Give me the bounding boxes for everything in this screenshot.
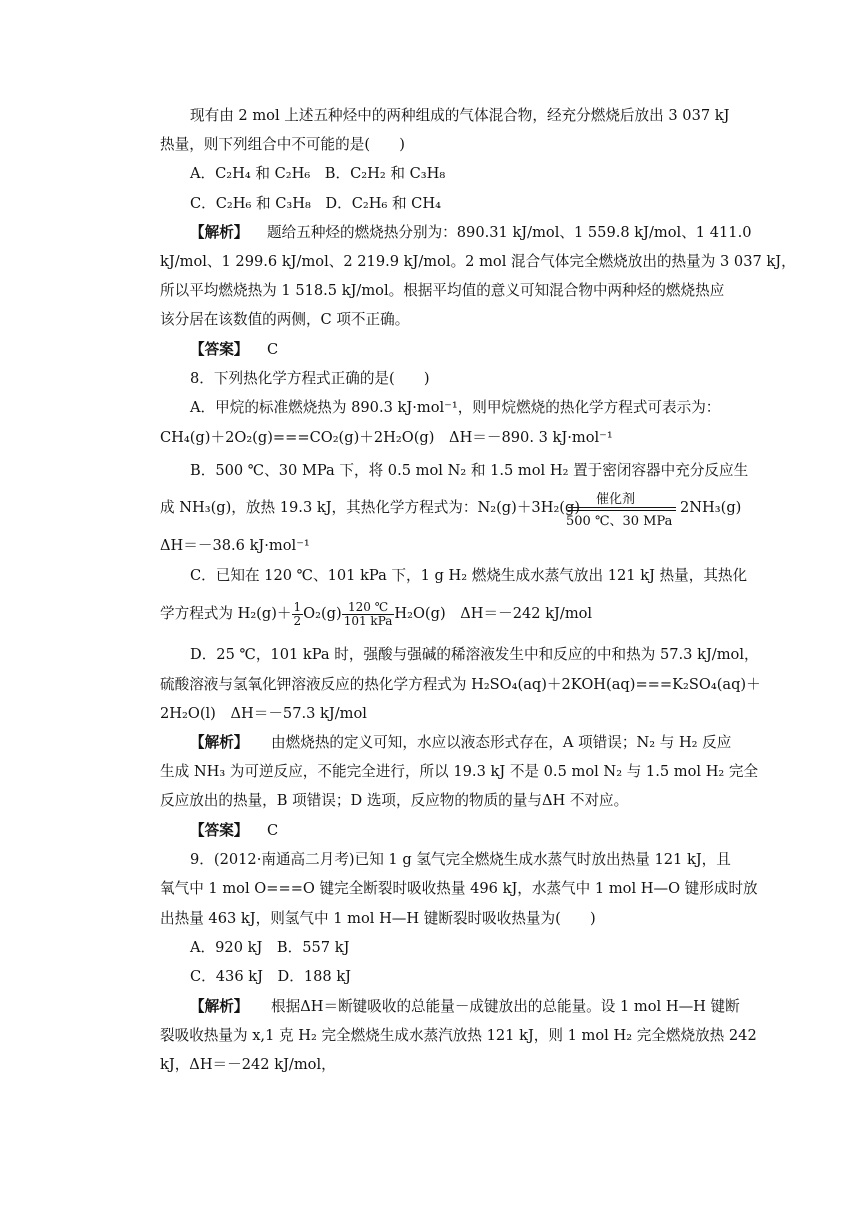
q7-stem-line2: 热量，则下列组合中不可能的是( ) <box>160 136 405 153</box>
answer-label: 【答案】 <box>190 822 249 839</box>
q8-analysis-line3: 反应放出的热量，B 项错误；D 选项，反应物的物质的量与ΔH 不对应。 <box>160 792 629 809</box>
q8-option-c-line1: C．已知在 120 ℃、101 kPa 下，1 g H₂ 燃烧生成水蒸气放出 121 kJ 热量，其热化 <box>190 567 748 584</box>
q7-analysis-line1: 【解析】 题给五种烃的燃烧热分别为：890.31 kJ/mol、1 559.8 kJ/mol、1 411.0 <box>190 224 752 241</box>
q7-analysis-line3: 所以平均燃烧热为 1 518.5 kJ/mol。根据平均值的意义可知混合物中两种烃的燃烧热应 <box>160 282 725 299</box>
analysis-label: 【解析】 <box>190 998 249 1015</box>
analysis-label: 【解析】 <box>190 734 249 751</box>
q8-option-d-line2: 硫酸溶液与氢氧化钾溶液反应的热化学方程式为 H₂SO₄(aq)＋2KOH(aq)===K₂SO₄(aq)＋ <box>160 676 761 693</box>
q8-option-b-deltaH: ΔH＝－38.6 kJ·mol⁻¹ <box>160 537 310 554</box>
q7-stem-line1: 现有由 2 mol 上述五种烃中的两种组成的气体混合物，经充分燃烧后放出 3 037 kJ <box>190 107 730 124</box>
q8-answer: 【答案】 C <box>190 822 279 839</box>
q8-option-b-equation-left: 成 NH₃(g)，放热 19.3 kJ，其热化学方程式为：N₂(g)＋3H₂(g) <box>160 499 581 516</box>
q7-answer: 【答案】 C <box>190 341 279 358</box>
q9-analysis-line3: kJ，ΔH＝－242 kJ/mol， <box>160 1056 336 1073</box>
q8-analysis-line2: 生成 NH₃ 为可逆反应，不能完全进行，所以 19.3 kJ 不是 0.5 mol N₂ 与 1.5 mol H₂ 完全 <box>160 763 759 780</box>
q8-option-b-line1: B．500 ℃、30 MPa 下，将 0.5 mol N₂ 和 1.5 mol H₂ 置于密闭容器中充分反应生 <box>190 462 749 479</box>
q8-option-a-line1: A．甲烷的标准燃烧热为 890.3 kJ·mol⁻¹，则甲烷燃烧的热化学方程式可表示为： <box>190 399 721 416</box>
q9-analysis-line1: 【解析】 根据ΔH＝断键吸收的总能量－成键放出的总能量。设 1 mol H—H 键断 <box>190 998 740 1015</box>
q9-stem-line1: 9．(2012·南通高二月考)已知 1 g 氢气完全燃烧生成水蒸气时放出热量 121 kJ，且 <box>190 851 731 868</box>
q7-analysis-line2: kJ/mol、1 299.6 kJ/mol、2 219.9 kJ/mol。2 mol 混合气体完全燃烧放出的热量为 3 037 kJ， <box>160 253 796 270</box>
q8-option-d-line1: D．25 ℃，101 kPa 时，强酸与强碱的稀溶液发生中和反应的中和热为 57.3 kJ/mol， <box>190 646 759 663</box>
q9-stem-line3: 出热量 463 kJ，则氢气中 1 mol H—H 键断裂时吸收热量为( ) <box>160 910 596 927</box>
q9-options-ab: A．920 kJ B．557 kJ <box>190 939 350 956</box>
fraction-one-half: $\frac{1}{2}$ <box>293 599 302 628</box>
q8-option-b-equation-right: 2NH₃(g) <box>680 499 742 516</box>
q8-b-conditions: 500 ℃、30 MPa <box>566 514 673 529</box>
q7-options-cd: C．C₂H₆ 和 C₃H₈ D．C₂H₆ 和 CH₄ <box>190 195 441 212</box>
q9-options-cd: C．436 kJ D．188 kJ <box>190 968 352 985</box>
q8-option-d-line3: 2H₂O(l) ΔH＝－57.3 kJ/mol <box>160 705 367 722</box>
q8-analysis-line1: 【解析】 由燃烧热的定义可知，水应以液态形式存在，A 项错误；N₂ 与 H₂ 反应 <box>190 734 732 751</box>
q8-b-reversible-arrow <box>568 507 676 508</box>
q8-option-a-equation: CH₄(g)＋2O₂(g)===CO₂(g)＋2H₂O(g) ΔH＝－890. 3 kJ·mol⁻¹ <box>160 429 613 446</box>
q9-stem-line2: 氧气中 1 mol O===O 键完全断裂时吸收热量 496 kJ，水蒸气中 1 mol H—O 键形成时放 <box>160 880 758 897</box>
q8-option-c-equation: 学方程式为 H₂(g)＋ $\frac{1}{2}$ O₂(g) 120 ℃ 101 kPa H₂O(g) ΔH＝－242 kJ/mol <box>160 599 593 628</box>
q8-stem: 8．下列热化学方程式正确的是( ) <box>190 370 430 387</box>
q7-analysis-line4: 该分居在该数值的两侧，C 项不正确。 <box>160 311 410 328</box>
q9-analysis-line2: 裂吸收热量为 x,1 克 H₂ 完全燃烧生成水蒸汽放热 121 kJ，则 1 mol H₂ 完全燃烧放热 242 <box>160 1027 757 1044</box>
q8-b-catalyst-label: 催化剂 <box>596 492 636 507</box>
answer-label: 【答案】 <box>190 341 249 358</box>
analysis-label: 【解析】 <box>190 224 249 241</box>
q7-options-ab: A．C₂H₄ 和 C₂H₆ B．C₂H₂ 和 C₃H₈ <box>190 165 446 182</box>
reaction-conditions: 120 ℃ 101 kPa <box>343 599 393 628</box>
